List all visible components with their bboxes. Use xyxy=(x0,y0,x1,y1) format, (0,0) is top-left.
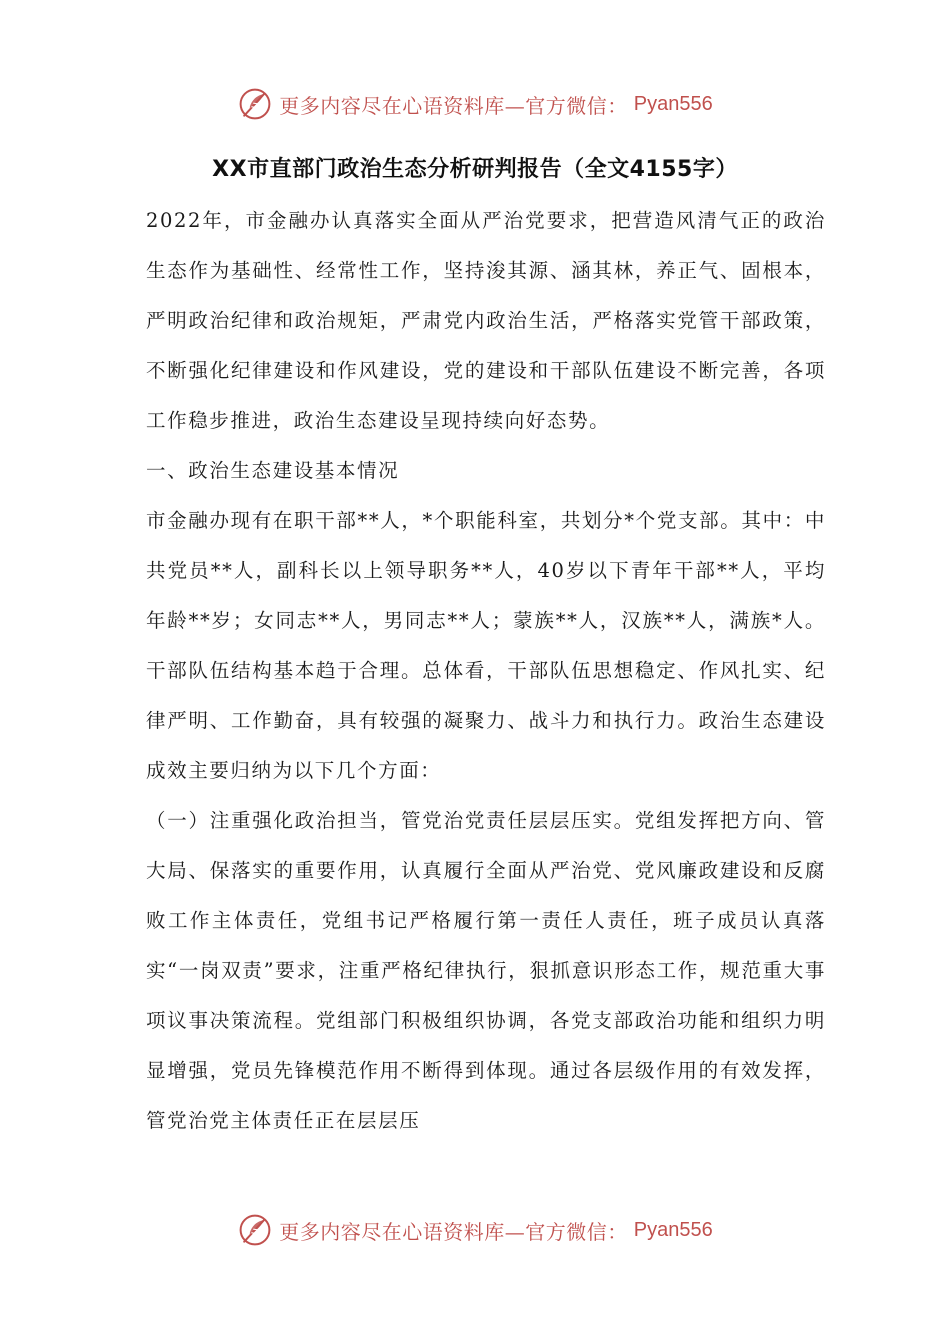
banner-wechat-id: Pyan556 xyxy=(633,1218,713,1241)
paragraph-staff-overview: 市金融办现有在职干部**人，*个职能科室，共划分*个党支部。其中：中共党员**人，副科长以上领导职务**人，40岁以下青年干部**人，平均年龄**岁；女同志**人，男同志**人；蒙族**人，汉族**人，满族*人。干部队伍结构基本趋于合理。总体看，干部队伍思想稳定、作风扎实、纪律严明、工作勤奋，具有较强的凝聚力、战斗力和执行力。政治生态建设成效主要归纳为以下几个方面： xyxy=(146,509,826,782)
paragraph-intro: 2022年，市金融办认真落实全面从严治党要求，把营造风清气正的政治生态作为基础性、经常性工作，坚持浚其源、涵其林，养正气、固根本，严明政治纪律和政治规矩，严肃党内政治生活，严格落实党管干部政策，不断强化纪律建设和作风建设，党的建设和干部队伍建设不断完善，各项工作稳步推进，政治生态建设呈现持续向好态势。 xyxy=(146,209,826,432)
footer-banner xyxy=(0,1208,950,1252)
paragraph-subsection-1: （一）注重强化政治担当，管党治党责任层层压实。党组发挥把方向、管大局、保落实的重要作用，认真履行全面从严治党、党风廉政建设和反腐败工作主体责任，党组书记严格履行第一责任人责任，班子成员认真落实“一岗双责”要求，注重严格纪律执行，狠抓意识形态工作，规范重大事项议事决策流程。党组部门积极组织协调，各党支部政治功能和组织力明显增强，党员先锋模范作用不断得到体现。通过各层级作用的有效发挥，管党治党主体责任正在层层压 xyxy=(146,809,826,1132)
banner-content xyxy=(237,1212,712,1248)
feather-quill-logo-icon xyxy=(237,86,273,122)
document-title: XX市直部门政治生态分析研判报告（全文4155字） xyxy=(212,157,738,182)
banner-text: 更多内容尽在心语资料库—官方微信： xyxy=(279,93,628,118)
banner-wechat-id: Pyan556 xyxy=(633,92,713,115)
document-body xyxy=(146,196,826,1146)
banner-content xyxy=(237,86,712,122)
section-heading-1: 一、政治生态建设基本情况 xyxy=(146,459,400,482)
feather-quill-logo-icon xyxy=(237,1212,273,1248)
header-banner xyxy=(0,82,950,126)
banner-text: 更多内容尽在心语资料库—官方微信： xyxy=(279,1219,628,1244)
